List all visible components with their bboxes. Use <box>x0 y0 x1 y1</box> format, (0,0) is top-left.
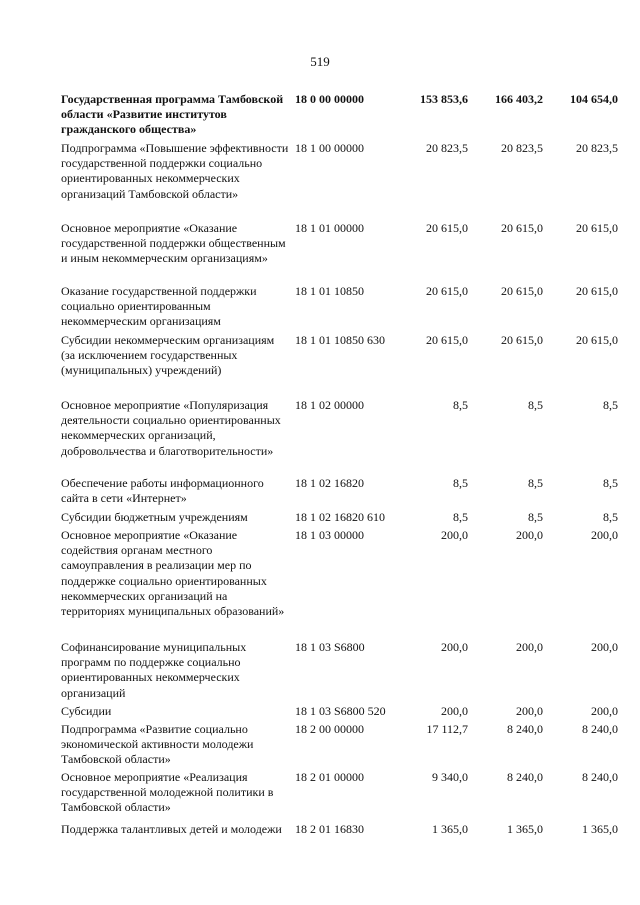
row-name: Подпрограмма «Развитие социально экономической активности молодежи Тамбовской области» <box>61 722 254 767</box>
row-value-2: 8,5 <box>528 398 543 412</box>
row-name: Подпрограмма «Повышение эффективности государственной поддержки социально ориентированных некоммерческих организаций Тамбовской области» <box>61 141 289 201</box>
row-value-2: 20 615,0 <box>501 333 543 347</box>
row-name: Субсидии <box>61 704 112 718</box>
row-value-2: 8,5 <box>528 510 543 524</box>
row-value-3: 8,5 <box>603 398 618 412</box>
row-code: 18 1 03 S6800 <box>295 640 365 654</box>
row-code: 18 1 03 00000 <box>295 528 364 542</box>
row-code: 18 2 01 00000 <box>295 770 364 784</box>
row-value-1: 20 615,0 <box>426 284 468 298</box>
row-value-2: 20 823,5 <box>501 141 543 155</box>
row-value-1: 8,5 <box>453 510 468 524</box>
row-value-2: 200,0 <box>516 640 543 654</box>
row-code: 18 2 01 16830 <box>295 822 364 836</box>
row-value-3: 20 823,5 <box>576 141 618 155</box>
row-value-1: 8,5 <box>453 476 468 490</box>
row-code: 18 1 02 16820 <box>295 476 364 490</box>
row-value-1: 20 615,0 <box>426 221 468 235</box>
row-value-2: 1 365,0 <box>507 822 543 836</box>
row-value-1: 20 823,5 <box>426 141 468 155</box>
row-value-1: 200,0 <box>441 704 468 718</box>
row-value-3: 200,0 <box>591 640 618 654</box>
page-number: 519 <box>310 54 330 69</box>
row-name: Субсидии бюджетным учреждениям <box>61 510 248 524</box>
row-name: Государственная программа Тамбовской области «Развитие институтов гражданского общества» <box>61 92 284 137</box>
row-name: Обеспечение работы информационного сайта в сети «Интернет» <box>61 476 264 506</box>
row-value-3: 8,5 <box>603 476 618 490</box>
row-code: 18 1 03 S6800 520 <box>295 704 386 718</box>
row-value-2: 200,0 <box>516 704 543 718</box>
row-value-1: 20 615,0 <box>426 333 468 347</box>
row-code: 18 1 01 10850 630 <box>295 333 385 347</box>
row-code: 18 1 01 00000 <box>295 221 364 235</box>
row-value-3: 8 240,0 <box>582 770 618 784</box>
row-code: 18 0 00 00000 <box>295 92 364 106</box>
row-code: 18 1 02 00000 <box>295 398 364 412</box>
row-value-3: 200,0 <box>591 704 618 718</box>
row-name: Основное мероприятие «Оказание государственной поддержки общественным и иным некоммерческим организациям» <box>61 221 286 266</box>
row-value-2: 8,5 <box>528 476 543 490</box>
row-value-2: 20 615,0 <box>501 221 543 235</box>
row-value-1: 9 340,0 <box>432 770 468 784</box>
row-value-2: 8 240,0 <box>507 722 543 736</box>
row-value-2: 200,0 <box>516 528 543 542</box>
row-value-3: 20 615,0 <box>576 284 618 298</box>
row-value-1: 17 112,7 <box>426 722 468 736</box>
row-name: Основное мероприятие «Оказание содействия органам местного самоуправления в реализации мер по поддержке социально ориентированных некоммерческих организаций на территориях муниципальных образований» <box>61 528 285 619</box>
row-code: 18 1 01 10850 <box>295 284 364 298</box>
row-value-3: 20 615,0 <box>576 221 618 235</box>
row-name: Основное мероприятие «Популяризация деятельности социально ориентированных некоммерческих организаций, добровольчества и благотворительности» <box>61 398 281 458</box>
row-name: Основное мероприятие «Реализация государственной молодежной политики в Тамбовской области» <box>61 770 274 815</box>
row-value-3: 1 365,0 <box>582 822 618 836</box>
row-code: 18 2 00 00000 <box>295 722 364 736</box>
row-value-3: 20 615,0 <box>576 333 618 347</box>
row-value-1: 153 853,6 <box>420 92 468 106</box>
row-value-2: 166 403,2 <box>495 92 543 106</box>
row-value-2: 20 615,0 <box>501 284 543 298</box>
row-value-3: 104 654,0 <box>570 92 618 106</box>
row-name: Оказание государственной поддержки социально ориентированным некоммерческим организациям <box>61 284 257 329</box>
row-value-1: 200,0 <box>441 640 468 654</box>
row-value-1: 8,5 <box>453 398 468 412</box>
row-value-3: 8 240,0 <box>582 722 618 736</box>
row-code: 18 1 02 16820 610 <box>295 510 385 524</box>
row-name: Субсидии некоммерческим организациям (за исключением государственных (муниципальных) учреждений) <box>61 333 275 378</box>
row-code: 18 1 00 00000 <box>295 141 364 155</box>
row-value-1: 1 365,0 <box>432 822 468 836</box>
row-value-1: 200,0 <box>441 528 468 542</box>
row-value-3: 8,5 <box>603 510 618 524</box>
row-name: Поддержка талантливых детей и молодежи <box>61 822 282 836</box>
row-name: Софинансирование муниципальных программ по поддержке социально ориентированных некоммерческих организаций <box>61 640 247 700</box>
row-value-3: 200,0 <box>591 528 618 542</box>
row-value-2: 8 240,0 <box>507 770 543 784</box>
